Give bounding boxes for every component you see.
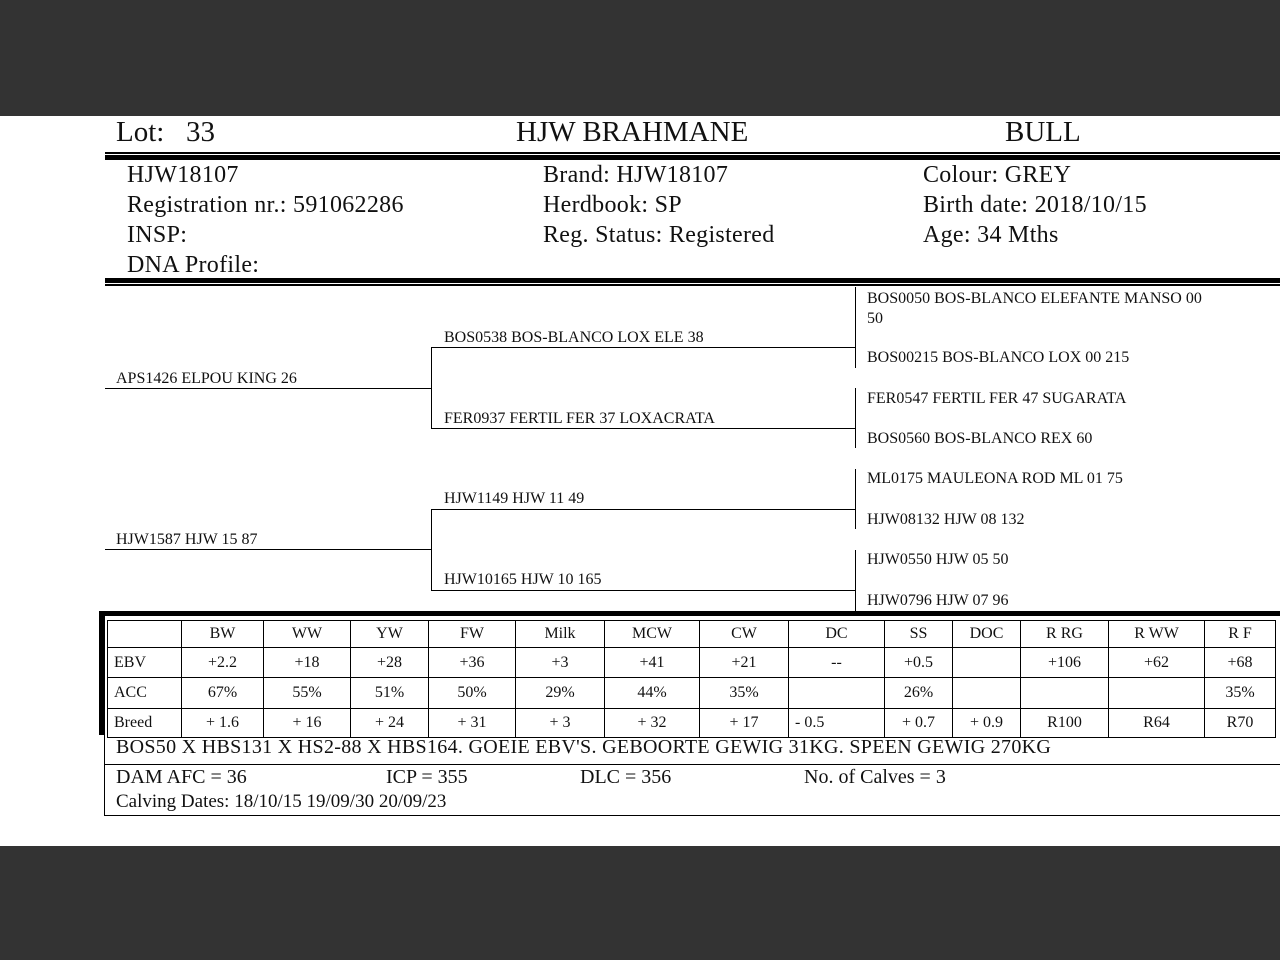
col-header: DC: [789, 621, 885, 648]
lot-number: 33: [186, 116, 215, 148]
bottom-border: [104, 815, 1280, 816]
table-cell: +0.5: [885, 648, 953, 678]
breed-row: [108, 709, 1276, 738]
lot-sheet: [0, 116, 1280, 846]
sire-line: [105, 388, 432, 389]
great-grandparent-6: HJW08132 HJW 08 132: [867, 511, 1025, 528]
col-header: BW: [182, 621, 264, 648]
colour: Colour: GREY: [923, 162, 1072, 188]
col-header: R F: [1205, 621, 1276, 648]
dam-line: [105, 549, 432, 550]
remarks-divider: [104, 764, 1280, 765]
dam-dam-line: [431, 590, 855, 591]
table-cell: [1021, 678, 1109, 709]
sire-sire: BOS0538 BOS-BLANCO LOX ELE 38: [444, 329, 704, 346]
ebv-left-border: [99, 611, 105, 735]
dam-sire-line: [431, 509, 855, 510]
great-grandparent-2: BOS00215 BOS-BLANCO LOX 00 215: [867, 349, 1130, 366]
table-cell: +3: [516, 648, 605, 678]
reg-status: Reg. Status: Registered: [543, 222, 775, 248]
breeder-name: HJW BRAHMANE: [516, 116, 749, 148]
gg-bracket-2: [855, 388, 856, 448]
table-cell: 35%: [1205, 678, 1276, 709]
table-cell: [789, 678, 885, 709]
table-cell: + 16: [264, 709, 351, 738]
table-cell: R64: [1109, 709, 1205, 738]
great-grandparent-7: HJW0550 HJW 05 50: [867, 551, 1009, 568]
animal-id: HJW18107: [127, 162, 239, 188]
animal-sex: BULL: [1005, 116, 1081, 148]
ebv-table: [107, 620, 1276, 738]
sire-sire-line: [431, 347, 855, 348]
great-grandparent-1: BOS0050 BOS-BLANCO ELEFANTE MANSO 00 50: [867, 290, 1202, 327]
table-cell: + 0.7: [885, 709, 953, 738]
row-label: ACC: [108, 678, 182, 709]
info-rule-thin: [105, 284, 1280, 286]
col-header: YW: [351, 621, 429, 648]
table-cell: + 17: [700, 709, 789, 738]
table-cell: [953, 648, 1021, 678]
table-cell: R100: [1021, 709, 1109, 738]
dlc: DLC = 356: [580, 766, 672, 788]
sire-bracket: [431, 347, 432, 429]
remarks-left-border: [104, 735, 105, 815]
brand: Brand: HJW18107: [543, 162, 729, 188]
dna-profile: DNA Profile:: [127, 252, 260, 278]
table-cell: 44%: [605, 678, 700, 709]
table-cell: [953, 678, 1021, 709]
info-rule-thick: [105, 278, 1280, 283]
table-cell: + 31: [429, 709, 516, 738]
col-header: R WW: [1109, 621, 1205, 648]
table-cell: - 0.5: [789, 709, 885, 738]
dam-dam: HJW10165 HJW 10 165: [444, 571, 602, 588]
header-rule-thin: [105, 152, 1280, 154]
gg-bracket-4: [855, 550, 856, 612]
number-of-calves: No. of Calves = 3: [804, 766, 946, 788]
col-header: CW: [700, 621, 789, 648]
ebv-row: [108, 648, 1276, 678]
gg-bracket-1: [855, 287, 856, 368]
herdbook: Herdbook: SP: [543, 192, 682, 218]
table-cell: +62: [1109, 648, 1205, 678]
sire: APS1426 ELPOU KING 26: [116, 370, 297, 387]
great-grandparent-3: FER0547 FERTIL FER 47 SUGARATA: [867, 390, 1127, 407]
table-cell: 35%: [700, 678, 789, 709]
table-cell: + 32: [605, 709, 700, 738]
gg-bracket-3: [855, 469, 856, 529]
dam-afc: DAM AFC = 36: [116, 766, 247, 788]
table-cell: +28: [351, 648, 429, 678]
table-cell: 26%: [885, 678, 953, 709]
info-right: [923, 160, 1147, 250]
info-left: [127, 160, 404, 280]
icp: ICP = 355: [386, 766, 468, 788]
col-header: Milk: [516, 621, 605, 648]
corner-cell: [108, 621, 182, 648]
table-cell: + 3: [516, 709, 605, 738]
dam: HJW1587 HJW 15 87: [116, 531, 258, 548]
table-cell: 51%: [351, 678, 429, 709]
sire-dam-line: [431, 428, 855, 429]
age: Age: 34 Mths: [923, 222, 1059, 248]
table-cell: 50%: [429, 678, 516, 709]
calving-dates: Calving Dates: 18/10/15 19/09/30 20/09/23: [116, 791, 447, 812]
info-middle: [543, 160, 775, 250]
table-cell: 67%: [182, 678, 264, 709]
table-cell: [1109, 678, 1205, 709]
table-cell: 55%: [264, 678, 351, 709]
dam-bracket: [431, 509, 432, 591]
col-header: DOC: [953, 621, 1021, 648]
table-cell: +36: [429, 648, 516, 678]
table-cell: R70: [1205, 709, 1276, 738]
lot-label: Lot:: [116, 116, 165, 148]
insp: INSP:: [127, 222, 188, 248]
table-cell: +41: [605, 648, 700, 678]
ebv-header-row: [108, 621, 1276, 648]
great-grandparent-5: ML0175 MAULEONA ROD ML 01 75: [867, 470, 1123, 487]
row-label: Breed: [108, 709, 182, 738]
table-cell: +2.2: [182, 648, 264, 678]
ebv-top-border: [99, 611, 1280, 616]
great-grandparent-8: HJW0796 HJW 07 96: [867, 592, 1009, 609]
col-header: SS: [885, 621, 953, 648]
registration-number: Registration nr.: 591062286: [127, 192, 404, 218]
col-header: MCW: [605, 621, 700, 648]
table-cell: +18: [264, 648, 351, 678]
dam-sire: HJW1149 HJW 11 49: [444, 490, 585, 507]
table-cell: +21: [700, 648, 789, 678]
sire-dam: FER0937 FERTIL FER 37 LOXACRATA: [444, 410, 715, 427]
col-header: WW: [264, 621, 351, 648]
table-cell: + 0.9: [953, 709, 1021, 738]
acc-row: [108, 678, 1276, 709]
remarks: BOS50 X HBS131 X HS2-88 X HBS164. GOEIE EBV'S. GEBOORTE GEWIG 31KG. SPEEN GEWIG 270KG: [116, 736, 1052, 758]
table-cell: + 24: [351, 709, 429, 738]
birth-date: Birth date: 2018/10/15: [923, 192, 1147, 218]
row-label: EBV: [108, 648, 182, 678]
table-cell: +106: [1021, 648, 1109, 678]
table-cell: +68: [1205, 648, 1276, 678]
table-cell: + 1.6: [182, 709, 264, 738]
table-cell: 29%: [516, 678, 605, 709]
col-header: FW: [429, 621, 516, 648]
col-header: R RG: [1021, 621, 1109, 648]
table-cell: --: [789, 648, 885, 678]
great-grandparent-4: BOS0560 BOS-BLANCO REX 60: [867, 430, 1093, 447]
